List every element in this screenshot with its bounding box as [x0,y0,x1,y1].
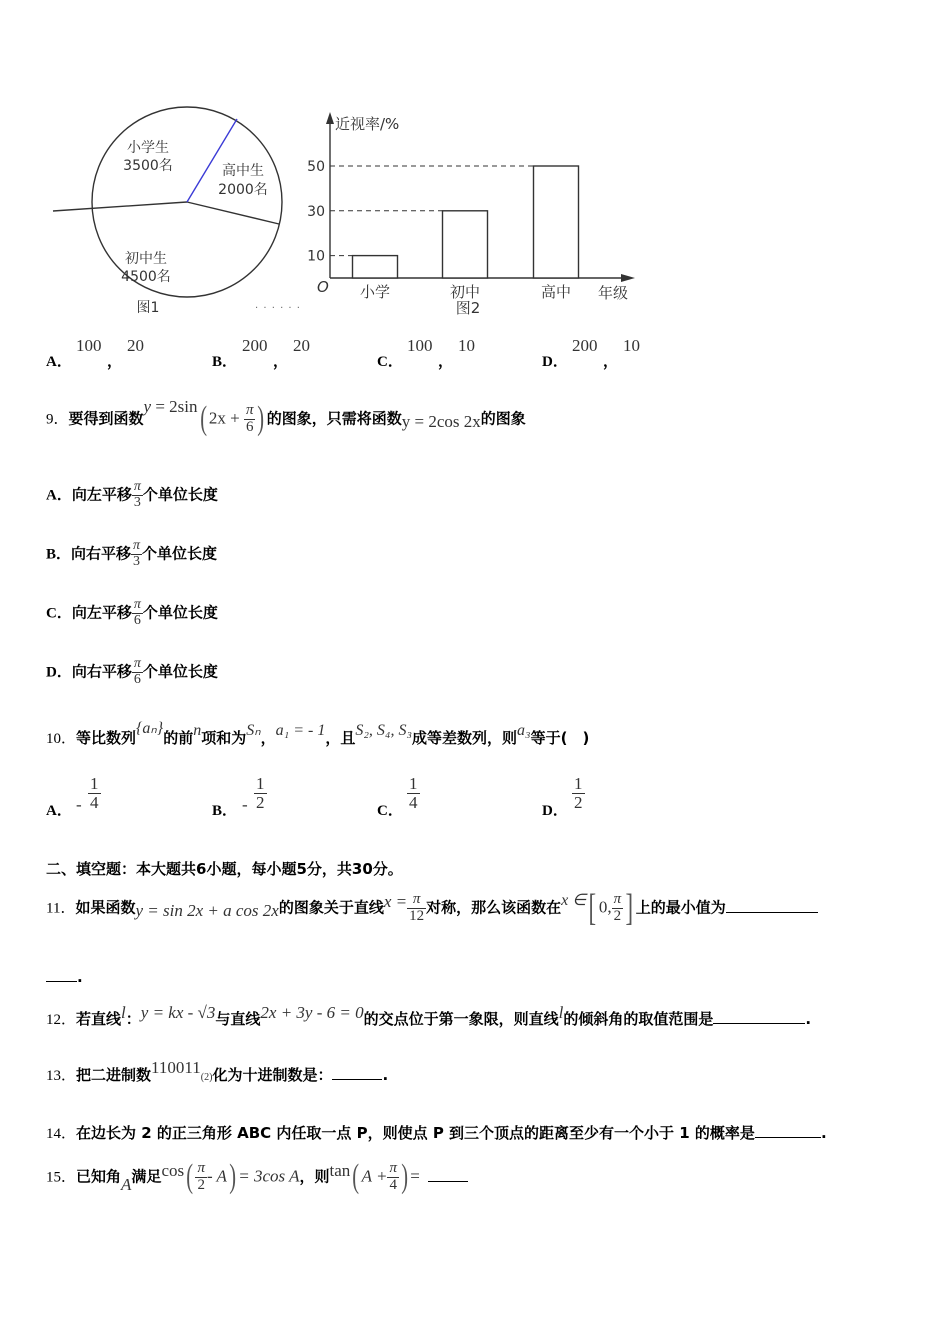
option-letter: A． [46,354,72,370]
math-2x-plus: 2x + [208,408,244,428]
period: . [820,1124,827,1142]
y-axis-label: 近视率/% [335,115,400,133]
period: . [805,1010,812,1028]
option-fraction: $\frac{\pi}{3}$ [133,538,141,569]
math-n: n [193,722,202,739]
math-A-plus: A + [361,1166,388,1186]
q9-text-1: 要得到函数 [68,409,144,428]
x-axis-label: 年级 [598,284,629,302]
q12-text-1: 若直线 [76,1010,122,1028]
bar-2 [534,166,579,278]
q12-colon: ： [125,1010,141,1028]
math-x-in: x ∈ [561,891,587,909]
math-zero: 0, [598,897,612,917]
question-number: 13． [46,1068,77,1084]
q12-stem [46,1003,812,1029]
y-tick-label-1: 30 [307,203,325,220]
math-cos: cos [161,1160,185,1180]
pie-chart-figure1 [40,105,268,320]
origin-label: O [317,278,329,296]
category-label-1: 初中 [449,283,481,301]
fraction-pi-2: $\frac{\pi}{2}$ [197,1159,205,1193]
q10-stem [46,720,590,748]
q11-text-4: 上的最小值为 [635,898,726,917]
option-value-1: 200 [242,336,268,355]
slice-count-middle: 4500名 [121,269,171,285]
pie-divider-left [53,202,187,211]
math-A: A [121,1174,132,1194]
option-fraction: $\frac{\pi}{3}$ [133,479,141,510]
q10-text-6: 等于( ) [530,729,590,747]
fraction-pi-4: $\frac{\pi}{4}$ [389,1159,397,1193]
q8-options-row: A． 100 ， 20 B． 200 ， 20 C． 100 ， 10 D． 200 ， 10 [46,336,640,370]
q15-text-3: ，则 [299,1167,330,1186]
math-function: y = sin 2x + a cos 2x [135,900,279,920]
option-fraction: $\frac{1}{4}$ [90,774,99,812]
y-tick-label-0: 10 [307,248,325,265]
q9-option-d[interactable] [46,657,218,687]
q10-text-3: 项和为 [201,729,247,747]
option-text-pre: 向右平移 [71,544,132,563]
q12-text-2: 与直线 [215,1010,261,1028]
q10-text-1: 等比数列 [76,729,137,747]
math-line-2: 2x + 3y - 6 = 0 [260,1003,364,1022]
q10-text-4: ，且 [325,729,356,747]
option-letter: C． [377,354,403,370]
q10-text-2: 的前 [163,729,194,747]
fraction-pi-6: $\frac{\pi}{6}$ [245,401,254,435]
fraction-pi-2: $\frac{\pi}{2}$ [613,890,622,924]
math-2sin: = 2sin [151,396,198,416]
bar-chart-figure2 [305,108,645,323]
question-number: 14． [46,1126,77,1142]
math-sn: Sₙ [246,722,261,739]
option-fraction: $\frac{1}{4}$ [409,774,418,812]
option-fraction: $\frac{\pi}{6}$ [133,597,141,628]
math-minus-A: - A [206,1166,227,1186]
option-value-1: 100 [76,336,102,355]
figure-dots: · · · · · · [255,303,301,314]
y-axis-arrow [326,112,334,124]
q9-option-a[interactable] [46,480,218,510]
q11-continuation [46,968,83,986]
math-a3: a₃ [517,722,531,739]
q9-option-b[interactable] [46,539,217,569]
q10-comma: ， [260,729,276,747]
q15-text-1: 已知角 [76,1167,122,1186]
x-axis-arrow [621,274,635,282]
answer-blank[interactable] [713,1011,805,1024]
q13-text-2: 化为十进制数是： [212,1066,333,1084]
q9-stem: 9．要得到函数y = 2sin( 2x + $\frac{\pi}{6}$ ) 的图象，只需将函数y = 2cos 2x的图象 [46,396,526,437]
option-value-2: 20 [127,336,144,355]
option-fraction: $\frac{1}{2}$ [574,774,583,812]
math-l: l [121,1003,126,1022]
option-fraction: $\frac{\pi}{6}$ [133,656,141,687]
option-text-pre: 向右平移 [71,662,132,681]
period: . [382,1066,389,1084]
question-number: 11． [46,900,76,917]
answer-blank[interactable] [726,900,818,913]
slice-count-high: 2000名 [218,182,268,198]
option-value-2: 20 [293,336,310,355]
option-letter: D． [542,803,568,819]
figure1-caption: 图1 [136,300,160,316]
q12-text-4: 的倾斜角的取值范围是 [563,1010,714,1028]
option-letter: C． [46,605,72,622]
option-letter: D． [542,354,568,370]
slice-label-high: 高中生 [222,163,264,179]
option-text-post: 个单位长度 [142,485,218,504]
option-letter: B． [46,546,72,563]
option-value-2: 10 [623,336,640,355]
slice-label-middle: 初中生 [125,251,167,267]
q13-text-1: 把二进制数 [76,1066,152,1084]
q12-text-3: 的交点位于第一象限，则直线 [363,1010,559,1028]
math-line-1: y = kx - √3 [140,1003,216,1022]
math-2cos2x: y = 2cos 2x [401,411,481,431]
question-number: 15． [46,1169,77,1186]
answer-blank[interactable] [755,1125,821,1138]
option-sign: - [76,795,82,814]
slice-count-primary: 3500名 [123,158,173,174]
q14-stem [46,1122,827,1143]
question-number: 9． [46,411,69,428]
q11-text-1: 如果函数 [75,898,136,917]
option-text-post: 个单位长度 [142,662,218,681]
option-text-pre: 向左平移 [71,603,132,622]
option-letter: A． [46,487,72,504]
q14-text: 在边长为 2 的正三角形 ABC 内任取一点 P，则使点 P 到三个顶点的距离至少有一个小于 1 的概率是 [76,1124,755,1142]
period: . [77,968,83,986]
option-letter: D． [46,664,72,681]
answer-blank-continued[interactable] [46,969,77,982]
q9-text-2: 的图象，只需将函数 [266,409,402,428]
q9-text-3: 的图象 [480,409,526,428]
bar-1 [443,211,488,278]
option-letter: A． [46,803,72,819]
option-letter: B． [212,354,238,370]
math-equals: = [410,1166,420,1186]
math-l: l [558,1003,564,1022]
bar-0 [353,256,398,278]
answer-blank[interactable] [428,1169,468,1182]
option-fraction: $\frac{1}{2}$ [256,774,265,812]
math-binary: 110011 [151,1058,201,1077]
q9-option-c[interactable] [46,598,218,628]
q11-stem: 11．如果函数y = sin 2x + a cos 2x的图象关于直线x = $\frac{\pi}{12}$ 对称，那么该函数在x ∈[ 0, $\frac{\pi}{2}$ ] 上的最小值为 [46,886,818,930]
option-text-pre: 向左平移 [71,485,132,504]
pie-divider-right [187,202,279,224]
math-y: y [143,396,152,416]
question-number: 10． [46,731,77,747]
math-3cosA: = 3cos A [238,1166,300,1186]
math-s-terms: S₂, S₄, S₃ [355,722,413,739]
q11-text-3: 对称，那么该函数在 [426,898,562,917]
q11-text-2: 的图象关于直线 [278,898,384,917]
math-base: (2) [200,1072,213,1083]
q13-stem [46,1058,389,1085]
option-letter: C． [377,803,403,819]
math-a1: a₁ = - 1 [275,722,326,739]
slice-label-primary: 小学生 [127,140,169,156]
fraction-pi-12: $\frac{\pi}{12}$ [409,890,425,924]
question-number: 12． [46,1012,77,1028]
y-tick-label-2: 50 [307,159,325,175]
option-text-post: 个单位长度 [142,544,218,563]
option-sign: - [242,795,248,814]
category-label-2: 高中 [540,283,572,301]
option-value-1: 100 [407,336,433,355]
figure2-caption: 图2 [455,299,481,317]
option-value-2: 10 [458,336,475,355]
category-label-0: 小学 [359,283,391,301]
answer-blank[interactable] [332,1067,382,1080]
q10-text-5: 成等差数列，则 [412,729,518,747]
option-text-post: 个单位长度 [142,603,218,622]
option-value-1: 200 [572,336,598,355]
q15-stem: 15．已知角A满足cos( $\frac{\pi}{2}$ - A) = 3cos A，则tan( A + $\frac{\pi}{4}$ ) = [46,1158,468,1196]
math-seq-an: {aₙ} [136,720,164,737]
math-tan: tan [329,1160,351,1180]
q10-options-row [46,775,906,825]
math-x-eq: x = [383,891,408,911]
q15-text-2: 满足 [131,1167,162,1186]
option-letter: B． [212,803,238,819]
section-heading: 二、填空题：本大题共6小题，每小题5分，共30分。 [46,860,403,878]
